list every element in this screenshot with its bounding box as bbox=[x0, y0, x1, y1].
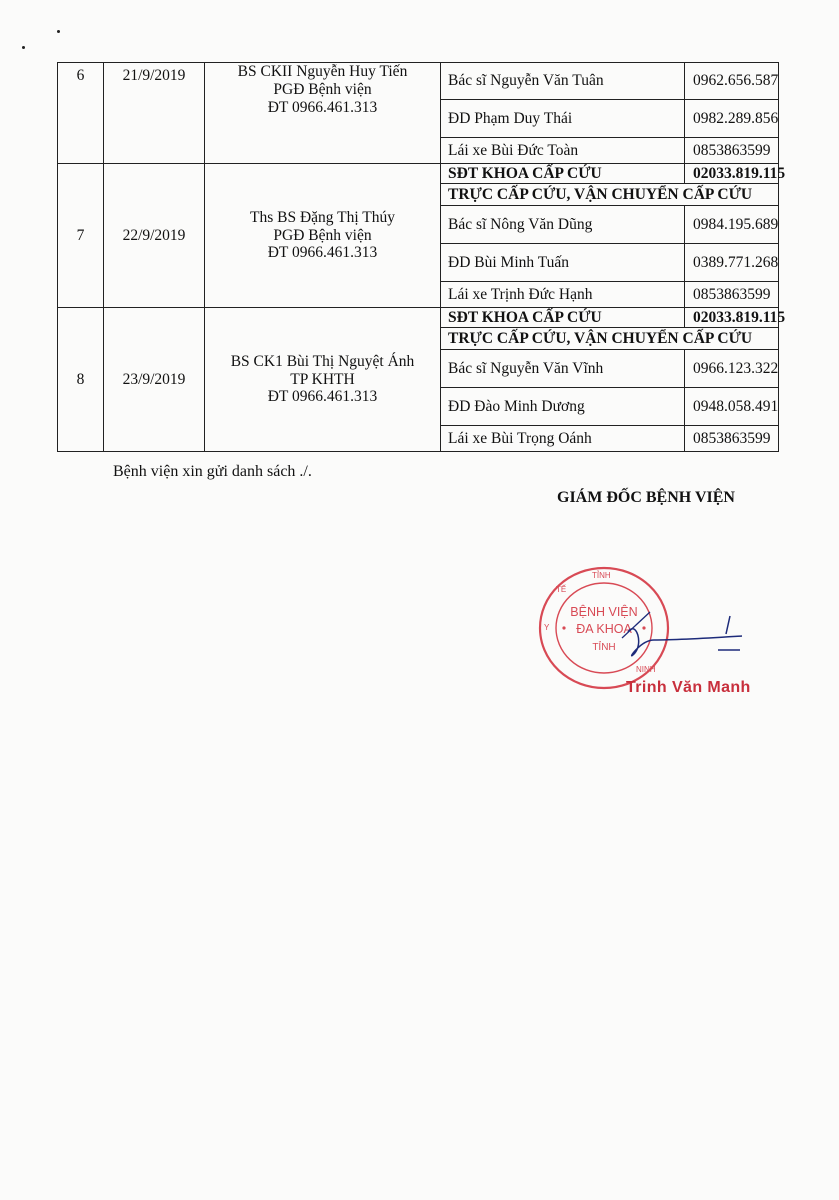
staff-role: ĐD Đào Minh Dương bbox=[441, 388, 685, 426]
staff-role: ĐD Phạm Duy Thái bbox=[441, 100, 685, 138]
staff-role: Lái xe Trịnh Đức Hạnh bbox=[441, 282, 685, 308]
staff-phone: 0853863599 bbox=[685, 138, 779, 164]
duty-title: TRỰC CẤP CỨU, VẬN CHUYỂN CẤP CỨU bbox=[441, 328, 779, 350]
staff-role: Lái xe Bùi Đức Toàn bbox=[441, 138, 685, 164]
staff-role: Bác sĩ Nông Văn Dũng bbox=[441, 206, 685, 244]
row-number: 8 bbox=[58, 308, 104, 452]
scan-speck bbox=[57, 30, 60, 33]
table-row bbox=[58, 164, 779, 184]
leader-name: BS CK1 Bùi Thị Nguyệt Ánh bbox=[230, 352, 415, 370]
stamp-inner-line: TỈNH bbox=[592, 642, 616, 653]
leader-position: PGĐ Bệnh viện bbox=[273, 226, 372, 244]
staff-phone: 0962.656.587 bbox=[685, 63, 779, 100]
leader-position: TP KHTH bbox=[290, 370, 355, 388]
staff-role: Bác sĩ Nguyễn Văn Tuân bbox=[441, 63, 685, 100]
leader-position: PGĐ Bệnh viện bbox=[273, 80, 372, 98]
leader-phone: ĐT 0966.461.313 bbox=[267, 388, 378, 406]
staff-role: Bác sĩ Nguyễn Văn Vĩnh bbox=[441, 350, 685, 388]
signer-title: GIÁM ĐỐC BỆNH VIỆN bbox=[557, 489, 735, 506]
duty-roster-table bbox=[57, 62, 786, 452]
staff-phone: 0948.058.491 bbox=[685, 388, 779, 426]
table-row bbox=[58, 308, 779, 328]
leader-cell bbox=[205, 164, 441, 308]
leader-phone: ĐT 0966.461.313 bbox=[267, 98, 378, 116]
staff-phone: 0853863599 bbox=[685, 282, 779, 308]
leader-name: BS CKII Nguyễn Huy Tiến bbox=[237, 63, 408, 80]
leader-phone: ĐT 0966.461.313 bbox=[267, 244, 378, 262]
stamp-ring-text: NINH bbox=[636, 665, 656, 674]
staff-role: Lái xe Bùi Trọng Oánh bbox=[441, 426, 685, 452]
dept-label: SĐT KHOA CẤP CỨU bbox=[441, 164, 685, 184]
duty-title: TRỰC CẤP CỨU, VẬN CHUYỂN CẤP CỨU bbox=[441, 184, 779, 206]
scan-speck bbox=[22, 46, 25, 49]
staff-role: ĐD Bùi Minh Tuấn bbox=[441, 244, 685, 282]
handwritten-signature bbox=[610, 610, 750, 670]
staff-phone: 0389.771.268 bbox=[685, 244, 779, 282]
stamp-ring-text: Y bbox=[544, 623, 550, 632]
staff-phone: 0982.289.856 bbox=[685, 100, 779, 138]
closing-text: Bệnh viện xin gửi danh sách ./. bbox=[113, 463, 312, 480]
duty-date: 23/9/2019 bbox=[104, 308, 205, 452]
staff-phone: 0853863599 bbox=[685, 426, 779, 452]
leader-cell bbox=[205, 308, 441, 452]
staff-phone: 0966.123.322 bbox=[685, 350, 779, 388]
duty-date: 22/9/2019 bbox=[104, 164, 205, 308]
leader-name: Ths BS Đặng Thị Thúy bbox=[250, 208, 395, 226]
stamp-inner-line: ĐA KHOA bbox=[576, 622, 632, 636]
row-number: 6 bbox=[58, 63, 104, 164]
stamp-ring-text: TẾ bbox=[556, 585, 567, 594]
row-number: 7 bbox=[58, 164, 104, 308]
staff-phone: 0984.195.689 bbox=[685, 206, 779, 244]
dept-phone: 02033.819.115 bbox=[685, 164, 779, 184]
stamp-inner-line: BỆNH VIỆN bbox=[570, 605, 638, 619]
dept-phone: 02033.819.115 bbox=[685, 308, 779, 328]
table-row bbox=[58, 63, 779, 100]
signer-name: Trinh Văn Manh bbox=[626, 679, 751, 696]
dept-label: SĐT KHOA CẤP CỨU bbox=[441, 308, 685, 328]
stamp-ring-text: TỈNH bbox=[592, 571, 611, 580]
leader-cell bbox=[205, 63, 441, 164]
duty-date: 21/9/2019 bbox=[104, 63, 205, 164]
